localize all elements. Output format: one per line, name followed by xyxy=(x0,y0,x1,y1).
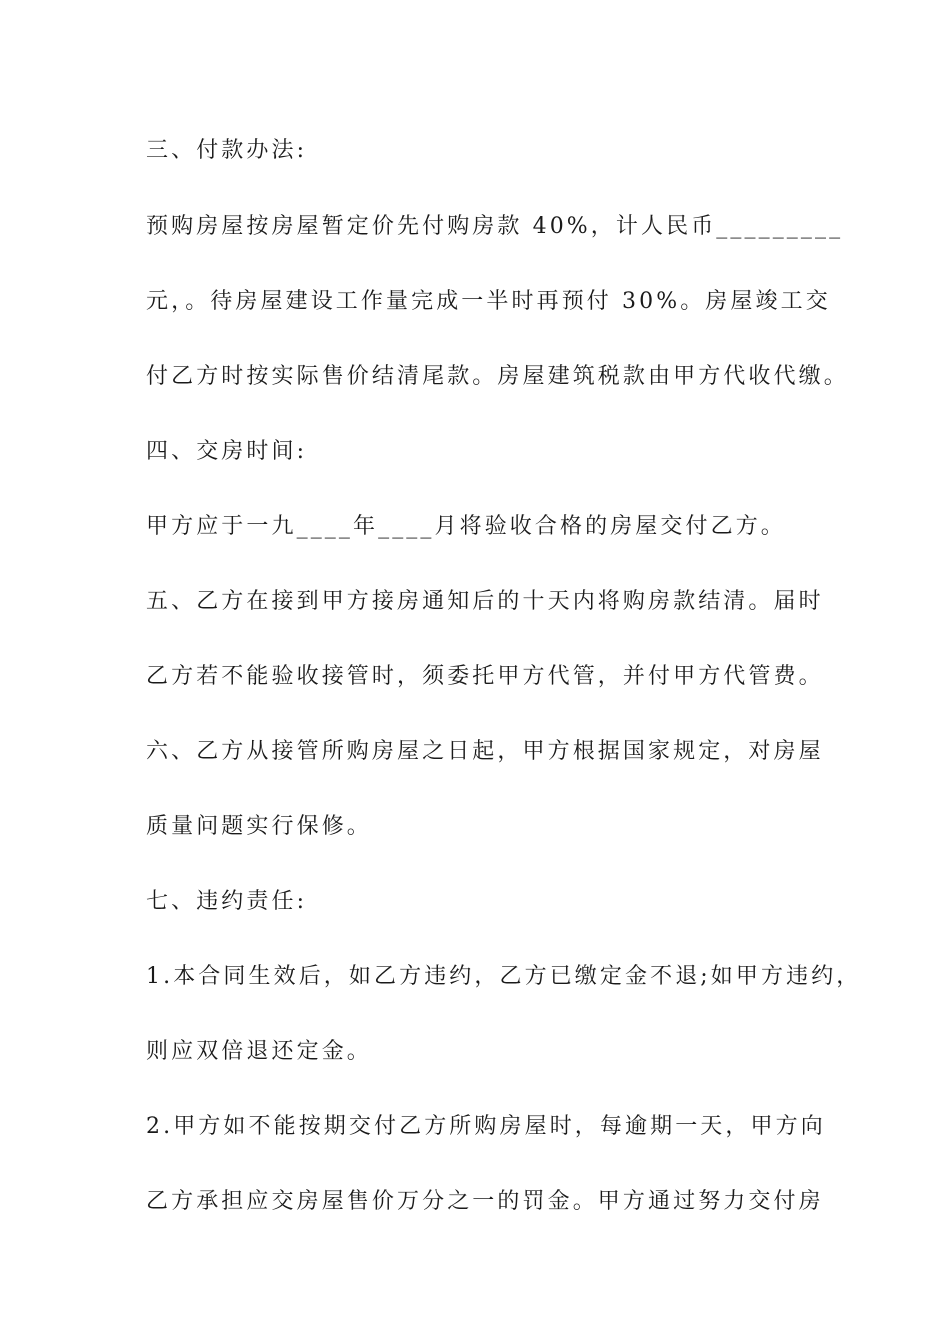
paragraph-line: 预购房屋按房屋暂定价先付购房款 40%，计人民币_________ xyxy=(146,214,844,239)
paragraph-line: 质量问题实行保修。 xyxy=(146,814,372,839)
paragraph-line: 则应双倍退还定金。 xyxy=(146,1039,372,1064)
section-4-heading: 四、交房时间: xyxy=(146,439,308,464)
paragraph-line: 付乙方时按实际售价结清尾款。房屋建筑税款由甲方代收代缴。 xyxy=(146,364,849,389)
paragraph-line: 乙方承担应交房屋售价万分之一的罚金。甲方通过努力交付房 xyxy=(146,1189,824,1214)
section-7-heading: 七、违约责任: xyxy=(146,889,308,914)
paragraph-line: 2.甲方如不能按期交付乙方所购房屋时，每逾期一天，甲方向 xyxy=(146,1114,826,1139)
paragraph-line: 乙方若不能验收接管时，须委托甲方代管，并付甲方代管费。 xyxy=(146,664,824,689)
paragraph-line: 甲方应于一九____年____月将验收合格的房屋交付乙方。 xyxy=(146,514,786,539)
paragraph-line: 六、乙方从接管所购房屋之日起，甲方根据国家规定，对房屋 xyxy=(146,739,824,764)
paragraph-line: 五、乙方在接到甲方接房通知后的十天内将购房款结清。届时 xyxy=(146,589,824,614)
paragraph-line: 1.本合同生效后，如乙方违约，乙方已缴定金不退;如甲方违约， xyxy=(146,964,862,989)
section-3-heading: 三、付款办法: xyxy=(146,138,308,163)
paragraph-line: 元，。待房屋建设工作量完成一半时再预付 30%。房屋竣工交 xyxy=(146,289,831,314)
